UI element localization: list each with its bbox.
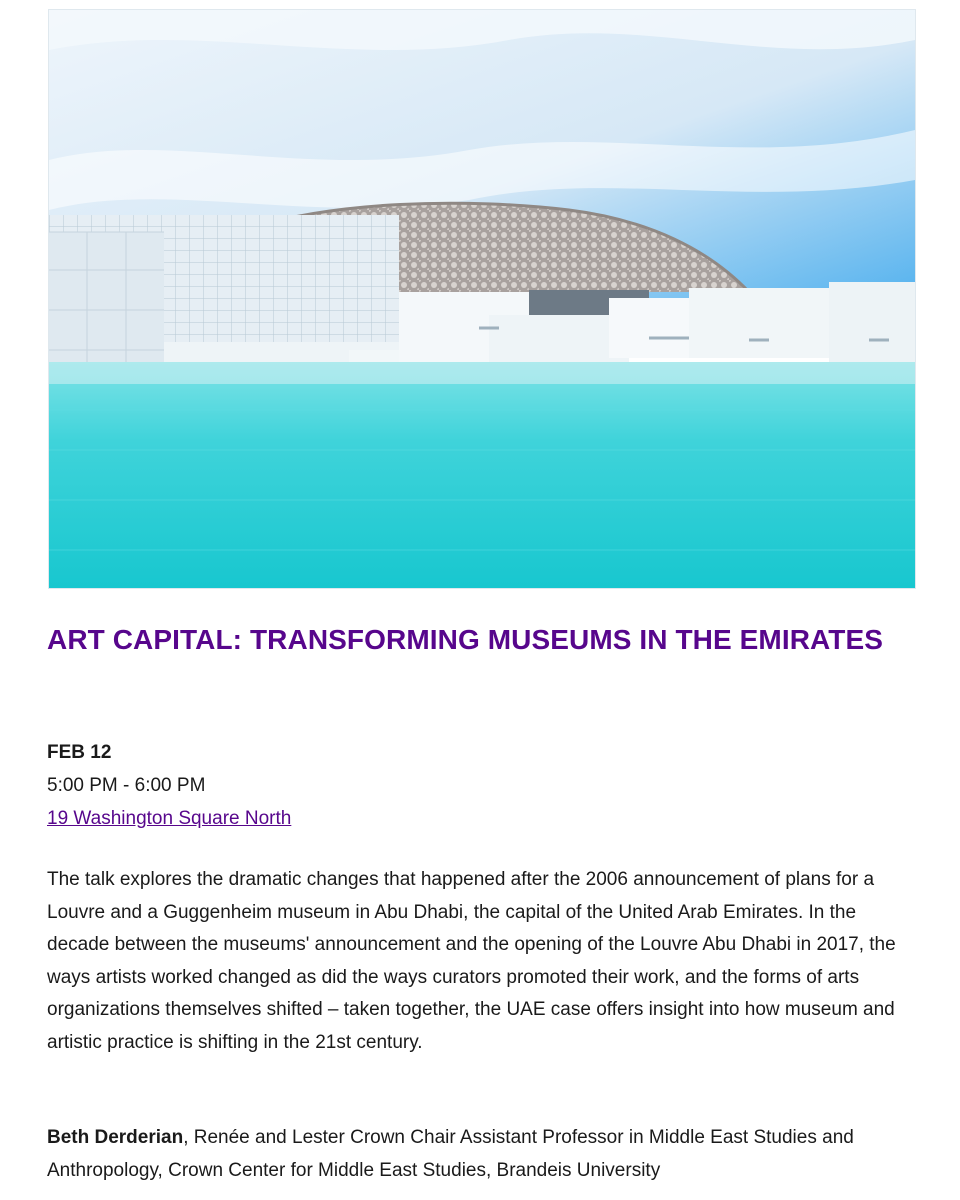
- speaker-title: , Renée and Lester Crown Chair Assistant Professor in Middle East Studies and Anthropology, Crown Center for Middle East Studies, Brandeis University: [47, 1127, 854, 1181]
- event-title: ART CAPITAL: TRANSFORMING MUSEUMS IN THE EMIRATES: [47, 624, 884, 655]
- event-date: FEB 12: [47, 742, 112, 763]
- event-location-link[interactable]: 19 Washington Square North: [47, 808, 292, 829]
- louvre-abu-dhabi-photo: [49, 10, 915, 588]
- event-meta: [47, 736, 291, 835]
- event-description: The talk explores the dramatic changes that happened after the 2006 announcement of plans for a Louvre and a Guggenheim museum in Abu Dhabi, the capital of the United Arab Emirates. In the decade between the museums' announcement and the opening of the Louvre Abu Dhabi in 2017, the ways artists worked changed as did the ways curators promoted their work, and the forms of arts organizations themselves shifted – taken together, the UAE case offers insight into how museum and artistic practice is shifting in the 21st century.: [47, 869, 896, 1053]
- event-hero-image: [48, 9, 916, 589]
- speaker-info: [47, 1122, 907, 1187]
- event-time: 5:00 PM - 6:00 PM: [47, 775, 206, 796]
- speaker-name: Beth Derderian: [47, 1127, 184, 1148]
